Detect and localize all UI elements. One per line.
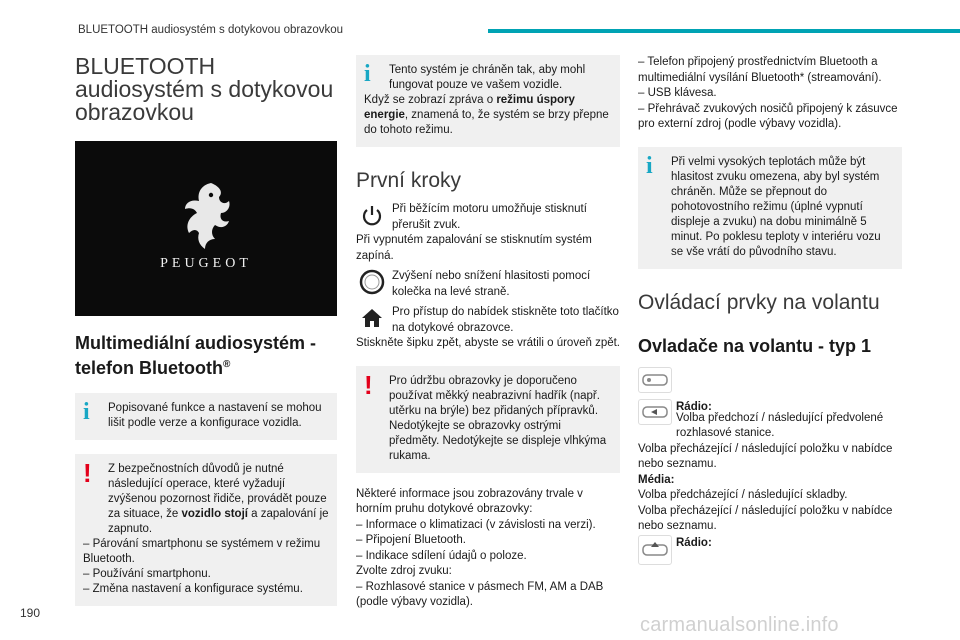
section-heading: První kroky (356, 169, 462, 192)
header-accent-bar (488, 29, 960, 33)
running-header: BLUETOOTH audiosystém s dotykovou obrazovkou (78, 24, 344, 36)
list-item: Pro přístup do nabídek stiskněte toto tlačítko na dotykové obrazovce. (356, 304, 620, 336)
list-item: – Používání smartphonu. (83, 568, 211, 580)
section-heading: Ovládací prvky na volantu (638, 290, 880, 314)
list-item: – Změna nastavení a konfigurace systému. (83, 583, 303, 595)
warning-note: ! Z bezpečnostních důvodů je nutné následující operace, které vyžadují zvýšenou pozornost řidiče, provádět pouze za situace, že vozidlo stojí a zapalování je zapnuto. – Párování smartphonu se systémem v režimu Bluetooth. – Používání smartphonu. – Změna nastavení a konfigurace systému. (75, 454, 337, 606)
steering-wheel-controls-icon (638, 367, 672, 393)
home-icon (356, 304, 388, 332)
info-note: i Tento systém je chráněn tak, aby mohl fungovat pouze ve vašem vozidle. Když se zobrazí zpráva o režimu úspory energie, znamená to, že systém se brzy přepne do tohoto režimu. (356, 55, 620, 147)
list-item: Při běžícím motoru umožňuje stisknutí přerušit zvuk. (356, 201, 620, 233)
info-note: i Popisované funkce a nastavení se mohou lišit podle verze a konfigurace vozidla. (75, 393, 337, 440)
peugeot-logo-image (75, 141, 337, 316)
list-item: Rádio: (638, 535, 902, 565)
info-icon: i (364, 61, 371, 87)
list-item: – Párování smartphonu se systémem v režimu Bluetooth. (83, 538, 321, 565)
column-1 (75, 55, 337, 606)
section-heading: Multimediální audiosystém - telefon Bluetooth® (75, 333, 317, 378)
body-text: Volba předchozí / následující předvolené rozhlasové stanice. Volba přecházející / následující položku v nabídce nebo seznamu. Média: Volba předcházející / následující skladby. Volba přecházející / následující položku v nabídce nebo seznamu. (638, 411, 893, 532)
info-note: i Při velmi vysokých teplotách může být hlasitost zvuku omezena, aby byl systém chráněn. Může se přepnout do pohotovostního režimu (úplné vypnutí displeje a zvuku) na dobu minimálně 5 minut. Po poklesu teploty v interiéru vozu se vše vrátí do původního stavu. (638, 147, 902, 269)
page-title: BLUETOOTH audiosystém s dotykovou obrazovkou (75, 53, 334, 125)
watermark: carmanualsonline.info (640, 614, 839, 636)
list-item: Rádio: (638, 399, 902, 425)
volume-knob-icon (356, 268, 388, 296)
warning-icon: ! (364, 369, 373, 400)
column-3 (638, 55, 902, 565)
page-number: 190 (20, 606, 41, 620)
body-text: – Telefon připojený prostřednictvím Bluetooth a multimediální vysílání Bluetooth* (streamování). – USB klávesa. – Přehrávač zvukových nosičů připojený k zásuvce pro externí zdroj (podle výbavy vozidla). (638, 56, 898, 130)
power-icon (356, 201, 388, 229)
steering-control-button-icon (638, 399, 672, 425)
info-icon: i (83, 399, 90, 425)
list-item: Zvýšení nebo snížení hlasitosti pomocí kolečka na levé straně. (356, 268, 620, 300)
subsection-heading: Ovladače na volantu - typ 1 (638, 335, 872, 356)
steering-control-button-icon (638, 535, 672, 565)
warning-icon: ! (83, 458, 92, 488)
lion-emblem-icon (171, 179, 241, 251)
column-2: i Tento systém je chráněn tak, aby mohl fungovat pouze ve vašem vozidle. Když se zobrazí zpráva o režimu úspory energie, znamená to, že systém se brzy přepne do tohoto režimu. První kroky Při běžícím motoru umožňuje stisknutí přerušit zvuk. Při vypnutém zapalování se stisknutím systém zapíná. Zvýšení nebo snížení hlasitosti pomocí kolečka na levé straně. Pro přístup do nabídek stiskněte toto tlačítko na dotykové obrazovce. Stiskněte šipku zpět, abyste se vrátili o úroveň zpět. ! Pro údržbu obrazovky je doporučeno používat měkký neabrazivní hadřík (např. utěrku na brýle) bez přidaných přípravků. Nedotýkejte se obrazovky ostrými předměty. Nedotýkejte se displeje vlhkýma rukama. Některé informace jsou zobrazovány trvale v horním pruhu dotykové obrazovky: – Informace o klimatizaci (v závislosti na verzi). – Připojení Bluetooth. – Indikace sdílení údajů o poloze. Zvolte zdroj zvuku: – Rozhlasové stanice v pásmech FM, AM a DAB (podle výbavy vozidla). (356, 55, 620, 611)
brand-wordmark: PEUGEOT (160, 256, 252, 271)
info-icon: i (646, 152, 653, 179)
body-text: Některé informace jsou zobrazovány trvale v horním pruhu dotykové obrazovky: – Informace o klimatizaci (v závislosti na verzi). – Připojení Bluetooth. – Indikace sdílení údajů o poloze. Zvolte zdroj zvuku: – Rozhlasové stanice v pásmech FM, AM a DAB (podle výbavy vozidla). (356, 487, 604, 608)
warning-note: ! Pro údržbu obrazovky je doporučeno používat měkký neabrazivní hadřík (např. utěrku na brýle) bez přidaných přípravků. Nedotýkejte se obrazovky ostrými předměty. Nedotýkejte se displeje vlhkýma rukama. (356, 366, 620, 473)
